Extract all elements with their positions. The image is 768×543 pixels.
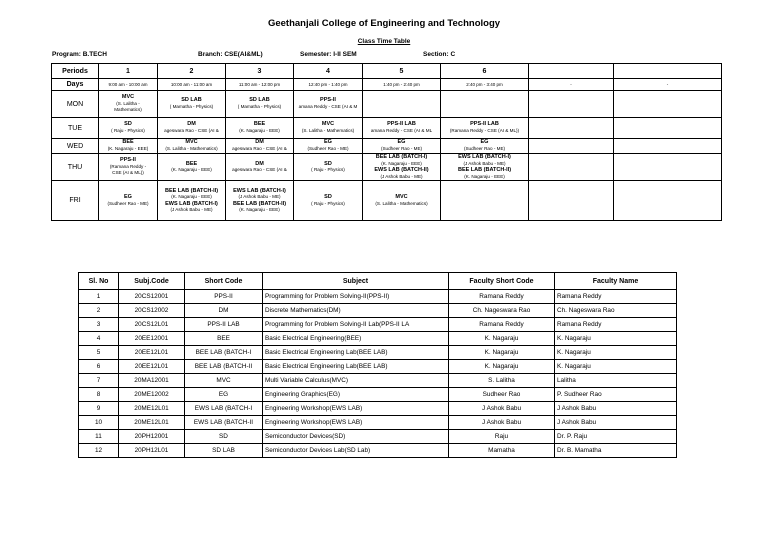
faculty-name: K. Nagaraju	[555, 360, 677, 374]
days-label: Days	[52, 79, 99, 91]
short-code: PPS-II	[185, 290, 263, 304]
sl-no: 12	[79, 444, 119, 458]
class-subject: BEE LAB (BATCH-II)	[232, 200, 287, 207]
faculty-name: J Ashok Babu	[555, 402, 677, 416]
subject-row	[79, 430, 677, 444]
sl-no: 6	[79, 360, 119, 374]
timetable-row-mon	[52, 91, 722, 118]
timetable-cell	[99, 91, 158, 118]
timetable-cell	[294, 154, 363, 181]
periods-label: Periods	[52, 64, 99, 79]
periods-row	[52, 64, 722, 79]
short-code: MVC	[185, 374, 263, 388]
class-faculty: (K. Nagaraju - EEE)	[107, 146, 149, 151]
class-faculty: (J Ashok Babu - ME)	[463, 160, 506, 166]
short-code: BEE LAB (BATCH-I	[185, 346, 263, 360]
day-label: TUE	[52, 118, 99, 139]
day-label: MON	[52, 91, 99, 118]
timetable-cell	[441, 139, 529, 154]
class-subject: BEE	[185, 160, 198, 167]
short-code: SD	[185, 430, 263, 444]
column-header: Subj.Code	[119, 273, 185, 290]
class-faculty: (K. Nagaraju - EEE)	[381, 160, 422, 166]
class-faculty: (Ramana Reddy - CSE (AI & ML))	[449, 128, 520, 133]
timetable-cell	[529, 118, 614, 139]
period-time: 11:00 am - 12:00 pm	[226, 79, 294, 91]
timetable-cell	[294, 118, 363, 139]
column-header: Faculty Short Code	[449, 273, 555, 290]
sl-no: 11	[79, 430, 119, 444]
subject-row	[79, 290, 677, 304]
class-subject: BEE	[253, 121, 266, 128]
class-faculty: (K. Nagaraju - EEE)	[239, 128, 280, 133]
timetable-cell	[226, 181, 294, 221]
timetable-cell	[158, 181, 226, 221]
faculty-name: Ramana Reddy	[555, 290, 677, 304]
class-subject: PPS-II	[120, 157, 136, 164]
class-faculty: (J Ashok Babu - ME)	[380, 173, 423, 179]
class-subject: PPS-II LAB	[470, 121, 499, 128]
timetable-row-fri	[52, 181, 722, 221]
class-faculty: ( Mamatha - Physics)	[237, 104, 282, 109]
class-faculty: ageswara Rao - CSE (AI &	[164, 128, 219, 133]
sl-no: 8	[79, 388, 119, 402]
subject-row	[79, 444, 677, 458]
faculty-short-code: K. Nagaraju	[449, 346, 555, 360]
class-faculty: (S. Lalitha - Mathematics)	[375, 200, 428, 206]
class-subject: BEE LAB (BATCH-II)	[457, 167, 512, 174]
short-code: SD LAB	[185, 444, 263, 458]
class-faculty: (Sudheer Rao - ME)	[463, 146, 506, 151]
timetable-cell	[158, 91, 226, 118]
class-subject: BEE LAB (BATCH-II)	[164, 187, 219, 194]
short-code: EWS LAB (BATCH-II	[185, 416, 263, 430]
timetable-cell	[363, 118, 441, 139]
subject-name: Discrete Mathematics(DM)	[263, 304, 449, 318]
class-subject: EWS LAB (BATCH-II)	[374, 167, 429, 174]
class-subject: SD	[124, 121, 132, 128]
subject-name: Basic Electrical Engineering(BEE)	[263, 332, 449, 346]
short-code: BEE LAB (BATCH-II	[185, 360, 263, 374]
timetable-cell	[441, 91, 529, 118]
class-subject: BEE	[122, 139, 134, 146]
timetable-row-tue	[52, 118, 722, 139]
subject-code: 20CS12002	[119, 304, 185, 318]
period-number: 4	[294, 64, 363, 79]
subject-row	[79, 360, 677, 374]
subject-name: Semiconductor Devices Lab(SD Lab)	[263, 444, 449, 458]
subject-code: 20EE12001	[119, 332, 185, 346]
faculty-short-code: Sudheer Rao	[449, 388, 555, 402]
class-subject: EWS LAB (BATCH-I)	[165, 200, 218, 207]
class-faculty: CSE (AI & ML))	[112, 170, 144, 176]
class-subject: DM	[255, 139, 264, 146]
day-label: FRI	[52, 181, 99, 221]
timetable-cell	[529, 139, 614, 154]
faculty-short-code: J Ashok Babu	[449, 402, 555, 416]
class-faculty: (J Ashok Babu - ME)	[238, 194, 281, 200]
class-subject: EWS LAB (BATCH-I)	[458, 154, 511, 160]
period-number: 5	[363, 64, 441, 79]
class-faculty: (K. Nagaraju - EEE)	[171, 194, 212, 200]
day-label: THU	[52, 154, 99, 181]
timetable-cell	[226, 154, 294, 181]
class-faculty: (Sudheer Rao - ME)	[307, 146, 349, 151]
faculty-name: Dr. B. Mamatha	[555, 444, 677, 458]
class-faculty: ( Raju - Physics)	[311, 167, 345, 173]
class-subject: EG	[324, 139, 332, 146]
subject-row	[79, 416, 677, 430]
timetable-cell	[363, 91, 441, 118]
subject-row	[79, 346, 677, 360]
class-subject: SD	[324, 160, 332, 167]
short-code: EG	[185, 388, 263, 402]
faculty-short-code: Raju	[449, 430, 555, 444]
class-faculty: (K. Nagaraju - EEE)	[239, 207, 280, 213]
class-faculty: (K. Nagaraju - EEE)	[171, 167, 212, 173]
class-faculty: amana Reddy - CSE (AI & ML	[370, 128, 433, 133]
days-times-row	[52, 79, 722, 91]
subject-code: 20CS12L01	[119, 318, 185, 332]
sl-no: 4	[79, 332, 119, 346]
sl-no: 2	[79, 304, 119, 318]
class-subject: EWS LAB (BATCH-I)	[233, 187, 286, 194]
subject-code: 20EE12L01	[119, 360, 185, 374]
faculty-short-code: J Ashok Babu	[449, 416, 555, 430]
faculty-short-code: Ramana Reddy	[449, 290, 555, 304]
timetable-cell	[99, 181, 158, 221]
timetable-cell	[99, 139, 158, 154]
period-number: 1	[99, 64, 158, 79]
faculty-name: Ch. Nageswara Rao	[555, 304, 677, 318]
subject-code: 20EE12L01	[119, 346, 185, 360]
column-header: Faculty Name	[555, 273, 677, 290]
period-time: 1:40 pm - 2:40 pm	[363, 79, 441, 91]
period-time: 12:40 pm - 1:40 pm	[294, 79, 363, 91]
class-faculty: (K. Nagaraju - EEE)	[464, 173, 505, 179]
timetable-cell	[158, 139, 226, 154]
faculty-name: K. Nagaraju	[555, 332, 677, 346]
timetable-cell	[294, 91, 363, 118]
faculty-name: P. Sudheer Rao	[555, 388, 677, 402]
timetable-cell	[529, 91, 614, 118]
sl-no: 7	[79, 374, 119, 388]
timetable-cell	[441, 118, 529, 139]
timetable-cell	[99, 154, 158, 181]
subject-name: Multi Variable Calculus(MVC)	[263, 374, 449, 388]
subject-name: Basic Electrical Engineering Lab(BEE LAB)	[263, 346, 449, 360]
faculty-name: J Ashok Babu	[555, 416, 677, 430]
timetable-cell	[294, 181, 363, 221]
day-label: WED	[52, 139, 99, 154]
timetable-cell	[529, 154, 614, 181]
section-label: Section: C	[423, 51, 456, 58]
subject-code: 20ME12L01	[119, 416, 185, 430]
faculty-short-code: Mamatha	[449, 444, 555, 458]
subject-table-header	[79, 273, 677, 290]
timetable-cell	[363, 181, 441, 221]
subject-name: Engineering Graphics(EG)	[263, 388, 449, 402]
timetable-row-wed	[52, 139, 722, 154]
subject-code: 20ME12L01	[119, 402, 185, 416]
class-subject: PPS-II	[320, 97, 336, 104]
subject-row	[79, 332, 677, 346]
class-faculty: ( Raju - Physics)	[111, 128, 145, 133]
column-header: Sl. No	[79, 273, 119, 290]
timetable-cell	[99, 118, 158, 139]
timetable-cell	[614, 139, 722, 154]
subject-name: Basic Electrical Engineering Lab(BEE LAB)	[263, 360, 449, 374]
class-subject: MVC	[185, 139, 198, 146]
class-subject: PPS-II LAB	[387, 121, 416, 128]
subject-code: 20ME12002	[119, 388, 185, 402]
class-faculty: (S. Lalitha - Mathematics)	[301, 128, 355, 133]
short-code: DM	[185, 304, 263, 318]
class-subject: EG	[124, 194, 132, 201]
subject-row	[79, 374, 677, 388]
subject-name: Programming for Problem Solving-II(PPS-II)	[263, 290, 449, 304]
faculty-short-code: K. Nagaraju	[449, 332, 555, 346]
timetable-cell	[294, 139, 363, 154]
class-subject: SD LAB	[249, 97, 270, 104]
faculty-name: Ramana Reddy	[555, 318, 677, 332]
timetable-subtitle: Class Time Table	[357, 38, 411, 45]
college-title: Geethanjali College of Engineering and Technology	[267, 18, 501, 29]
class-subject: MVC	[395, 194, 408, 201]
period-time: -	[529, 79, 614, 91]
timetable-cell	[614, 181, 722, 221]
class-subject: BEE LAB (BATCH-I)	[375, 154, 428, 160]
class-faculty: (J Ashok Babu - ME)	[170, 207, 213, 213]
subject-row	[79, 388, 677, 402]
period-time: 2:40 pm - 3:40 pm	[441, 79, 529, 91]
class-subject: SD LAB	[181, 97, 202, 104]
short-code: EWS LAB (BATCH-I	[185, 402, 263, 416]
class-timetable	[51, 63, 722, 221]
class-faculty: amana Reddy - CSE (AI & M	[298, 104, 358, 109]
class-faculty: ageswara Rao - CSE (AI &	[232, 146, 287, 151]
class-faculty: ( Mamatha - Physics)	[169, 104, 214, 109]
timetable-cell	[441, 181, 529, 221]
faculty-short-code: S. Lalitha	[449, 374, 555, 388]
short-code: PPS-II LAB	[185, 318, 263, 332]
timetable-row-thu	[52, 154, 722, 181]
class-subject: EG	[397, 139, 406, 146]
class-subject: DM	[255, 160, 264, 167]
faculty-name: Dr. P. Raju	[555, 430, 677, 444]
sl-no: 10	[79, 416, 119, 430]
faculty-short-code: Ch. Nageswara Rao	[449, 304, 555, 318]
subject-name: Engineering Workshop(EWS LAB)	[263, 416, 449, 430]
subject-faculty-table	[78, 272, 677, 458]
period-number: 2	[158, 64, 226, 79]
class-faculty: ( Raju - Physics)	[311, 200, 345, 206]
class-faculty: (Sudheer Rao - ME)	[107, 200, 149, 206]
timetable-cell	[441, 154, 529, 181]
class-subject: MVC	[321, 121, 335, 128]
timetable-cell	[226, 91, 294, 118]
period-time: -	[614, 79, 722, 91]
program-label: Program: B.TECH	[52, 51, 107, 58]
period-number	[529, 64, 614, 79]
timetable-cell	[529, 181, 614, 221]
period-time: 10:00 am - 11:00 am	[158, 79, 226, 91]
short-code: BEE	[185, 332, 263, 346]
class-subject: DM	[187, 121, 196, 128]
subject-row	[79, 402, 677, 416]
subject-code: 20CS12001	[119, 290, 185, 304]
subject-code: 20PH12001	[119, 430, 185, 444]
timetable-cell	[363, 139, 441, 154]
class-faculty: (Ramana Reddy -	[109, 163, 147, 169]
subject-code: 20MA12001	[119, 374, 185, 388]
period-number	[614, 64, 722, 79]
subject-code: 20PH12L01	[119, 444, 185, 458]
class-subject: EG	[480, 139, 489, 146]
faculty-short-code: K. Nagaraju	[449, 360, 555, 374]
subject-name: Semiconductor Devices(SD)	[263, 430, 449, 444]
column-header: Short Code	[185, 273, 263, 290]
branch-label: Branch: CSE(AI&ML)	[198, 51, 263, 58]
semester-label: Semester: I-II SEM	[300, 51, 357, 58]
class-faculty: (S. Lalitha -	[116, 100, 140, 106]
timetable-cell	[226, 118, 294, 139]
period-time: 9:00 am - 10:00 am	[99, 79, 158, 91]
sl-no: 9	[79, 402, 119, 416]
period-number: 3	[226, 64, 294, 79]
subject-row	[79, 304, 677, 318]
timetable-cell	[614, 91, 722, 118]
sl-no: 5	[79, 346, 119, 360]
subject-row	[79, 318, 677, 332]
timetable-cell	[158, 154, 226, 181]
class-subject: SD	[324, 194, 332, 201]
class-faculty: ageswara Rao - CSE (AI &	[232, 167, 287, 173]
timetable-cell	[614, 118, 722, 139]
subject-name: Engineering Workshop(EWS LAB)	[263, 402, 449, 416]
faculty-name: K. Nagaraju	[555, 346, 677, 360]
class-faculty: (S. Lalitha - Mathematics)	[165, 146, 218, 151]
class-faculty: (Sudheer Rao - ME)	[380, 146, 423, 151]
timetable-cell	[614, 154, 722, 181]
class-faculty: Mathematics)	[114, 107, 142, 113]
timetable-cell	[158, 118, 226, 139]
class-subject: MVC	[121, 94, 135, 101]
timetable-cell	[226, 139, 294, 154]
faculty-name: Lalitha	[555, 374, 677, 388]
column-header: Subject	[263, 273, 449, 290]
subject-name: Programming for Problem Solving-II Lab(PPS-II LA	[263, 318, 449, 332]
sl-no: 1	[79, 290, 119, 304]
period-number: 6	[441, 64, 529, 79]
faculty-short-code: Ramana Reddy	[449, 318, 555, 332]
timetable-cell	[363, 154, 441, 181]
sl-no: 3	[79, 318, 119, 332]
